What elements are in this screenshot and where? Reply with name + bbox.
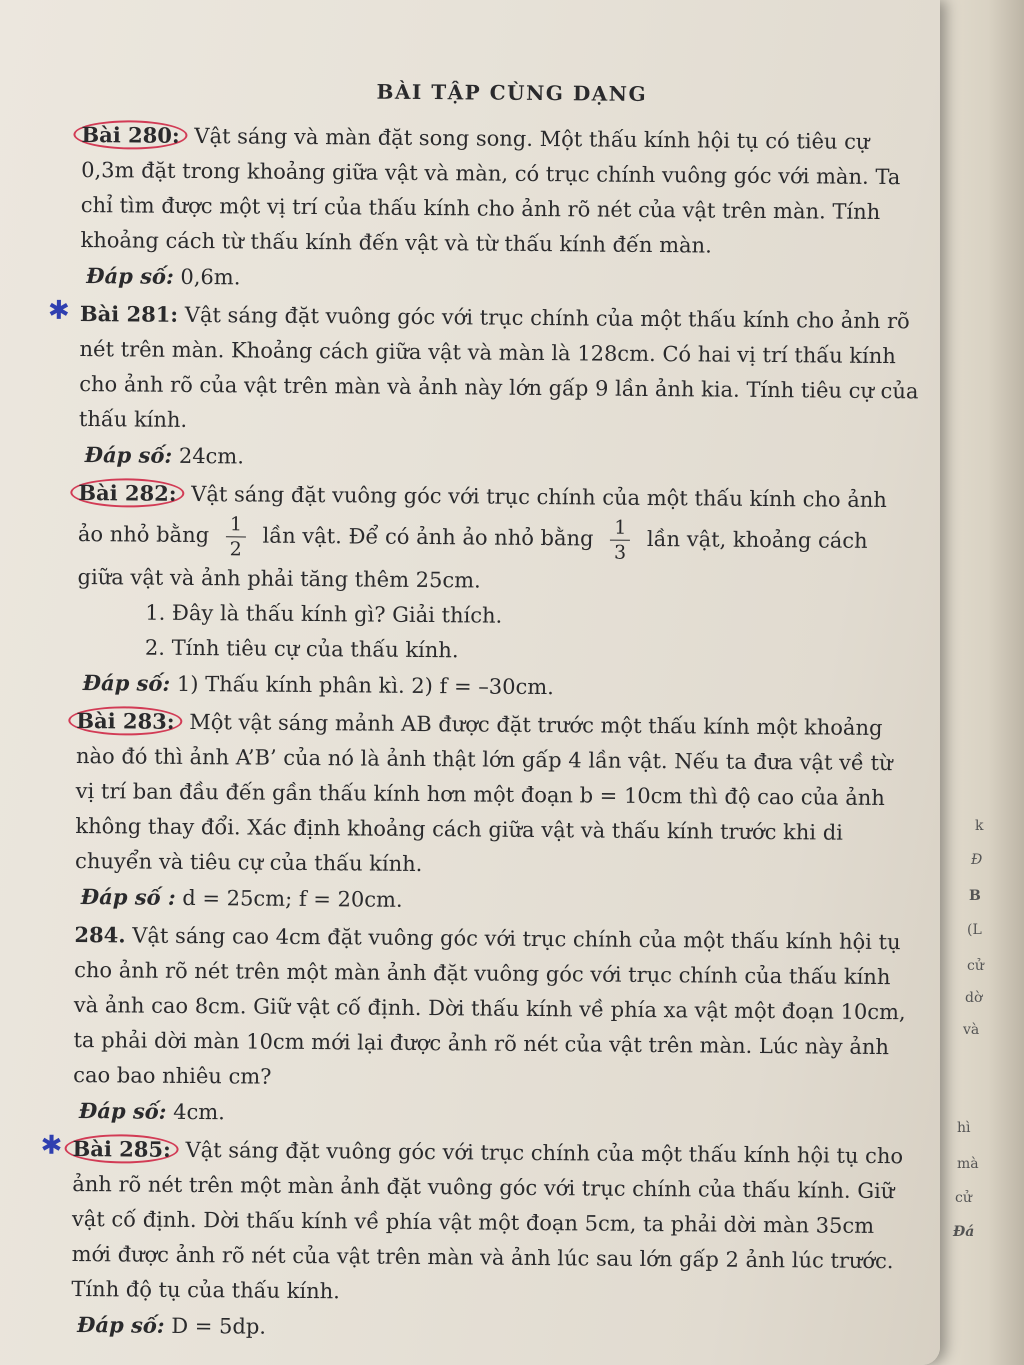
answer-value: 0,6m. <box>180 264 241 290</box>
page-content <box>40 72 922 1352</box>
problem-284 <box>73 917 915 1100</box>
fraction-denominator: 3 <box>613 541 627 564</box>
problem-label: 284. <box>74 921 126 948</box>
answer-285 <box>77 1307 911 1350</box>
answer-label: Đáp số: <box>78 1098 167 1124</box>
problem-283 <box>75 703 917 886</box>
answer-label: Đáp số: <box>82 670 171 696</box>
fraction-numerator: 1 <box>610 516 630 541</box>
section-heading: BÀI TẬP CÙNG DẠNG <box>376 79 648 106</box>
side-fragment: Đ <box>971 852 983 868</box>
problem-text: Một vật sáng mảnh AB được đặt trước một thấu kính một khoảng nào đó thì ảnh A’B’ của nó là ảnh thật lớn gấp 4 lần vật. Nếu ta đưa vật về từ vị trí ban đầu đến gần thấu kính hơn một đoạn b = 10cm thì độ cao của ảnh không thay đổi. Xác định khoảng cách giữa vật và thấu kính trước khi di chuyển và tiêu cự của thấu kính. <box>75 709 893 877</box>
problem-280 <box>80 117 921 265</box>
question-item-1: 1. Đây là thấu kính gì? Giải thích. <box>145 600 503 628</box>
problem-282 <box>77 475 918 602</box>
problem-label: Bài 281: <box>79 300 179 327</box>
answer-280 <box>86 258 920 301</box>
answer-value: 4cm. <box>173 1099 225 1125</box>
answer-284 <box>79 1093 913 1136</box>
problem-text: Vật sáng đặt vuông góc với trục chính của một thấu kính cho ảnh rõ nét trên màn. Khoảng cách giữa vật và màn là 128cm. Có hai vị trí thấu kính cho ảnh rõ của vật trên màn và ảnh này lớn gấp 9 lần ảnh kia. Tính tiêu cự của thấu kính. <box>78 302 919 432</box>
side-fragment: dờ <box>965 990 983 1006</box>
side-fragment: hì <box>957 1120 971 1136</box>
asterisk-mark-icon: ✱ <box>47 295 70 326</box>
problem-label: Bài 283: <box>68 706 182 736</box>
answer-283 <box>81 879 915 922</box>
problem-text: lần vật, khoảng cách giữa vật và ảnh phải tăng thêm 25cm. <box>77 526 868 593</box>
answer-value: 24cm. <box>178 443 245 469</box>
problem-label: Bài 280: <box>73 120 187 150</box>
fraction-one-half <box>226 512 247 561</box>
answer-label: Đáp số: <box>76 1312 165 1338</box>
side-fragment: mà <box>957 1156 979 1172</box>
answer-label: Đáp số : <box>80 884 176 910</box>
answer-value: 1) Thấu kính phân kì. 2) f = –30cm. <box>176 671 554 700</box>
problem-text: Vật sáng và màn đặt song song. Một thấu kính hội tụ có tiêu cự 0,3m đặt trong khoảng giữa vật và màn, có trục chính vuông góc với màn. Ta chỉ tìm được một vị trí của thấu kính cho ảnh rõ nét của vật trên màn. Tính khoảng cách từ thấu kính đến vật và từ thấu kính đến màn. <box>80 123 901 258</box>
problem-text: Vật sáng cao 4cm đặt vuông góc với trục chính của một thấu kính hội tụ cho ảnh rõ nét trên một màn ảnh đặt vuông góc với trục chính của thấu kính và ảnh cao 8cm. Giữ vật cố định. Dời thấu kính về phía xa vật một đoạn 10cm, ta phải dời màn 10cm mới lại được ảnh rõ nét của vật trên màn. Lúc này ảnh cao bao nhiêu cm? <box>73 923 906 1089</box>
side-fragment: và <box>963 1022 980 1038</box>
answer-value: d = 25cm; f = 20cm. <box>182 885 403 912</box>
answer-282 <box>83 665 917 708</box>
side-fragment: B <box>969 888 981 904</box>
answer-value: D = 5dp. <box>171 1313 267 1339</box>
problem-label: Bài 285: <box>64 1134 178 1164</box>
side-fragment: (L <box>967 922 982 938</box>
question-item-2: 2. Tính tiêu cự của thấu kính. <box>144 635 459 663</box>
fraction-denominator: 2 <box>229 538 242 561</box>
fraction-one-third <box>610 516 631 565</box>
side-fragment: k <box>975 818 984 834</box>
side-fragment: cử <box>967 958 984 974</box>
asterisk-mark-icon: ✱ <box>40 1130 63 1161</box>
fraction-numerator: 1 <box>226 512 246 537</box>
answer-label: Đáp số: <box>86 263 174 289</box>
side-fragment: Đá <box>953 1224 975 1240</box>
problem-281 <box>47 295 920 444</box>
answer-281 <box>85 437 919 480</box>
problem-285 <box>40 1130 913 1314</box>
problem-text: lần vật. Để có ảnh ảo nhỏ bằng <box>262 523 594 551</box>
problem-label: Bài 282: <box>70 478 184 508</box>
answer-label: Đáp số: <box>84 442 173 468</box>
problem-text: Vật sáng đặt vuông góc với trục chính của một thấu kính hội tụ cho ảnh rõ nét trên một màn ảnh đặt vuông góc với trục chính của thấu kính. Giữ vật cố định. Dời thấu kính về phía vật một đoạn 5cm, ta phải dời màn 35cm mới được ảnh rõ nét của vật trên màn và ảnh lúc sau lớn gấp 2 ảnh lúc trước. Tính độ tụ của thấu kính. <box>71 1137 904 1304</box>
side-fragment: cử <box>955 1190 972 1206</box>
problem-text: Vật sáng đặt vuông góc với trục chính của một thấu kính cho ảnh ảo nhỏ bằng <box>77 481 887 548</box>
